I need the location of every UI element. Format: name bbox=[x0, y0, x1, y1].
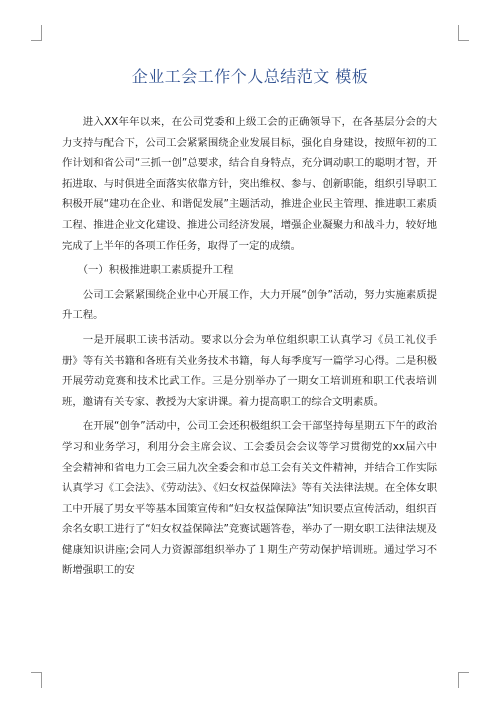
crop-mark-top-right bbox=[458, 25, 469, 41]
document-title: 企业工会工作个人总结范文 模板 bbox=[131, 67, 369, 86]
section-heading: （一）积极推进职工素质提升工程 bbox=[77, 264, 234, 277]
crop-mark-top-left bbox=[31, 25, 42, 41]
document-body bbox=[62, 112, 437, 585]
paragraph-study: 在开展“创争”活动中，公司工会还积极组织工会干部坚持每星期五下午的政治学习和业务学习，利用分会主席会议、工会委员会会议等学习贯彻党的xx届六中全会精神和省电力工会三届九次全委会和市总工会有关文件精神，并结合工作实际认真学习《工会法》、《劳动法》、《妇女权益保障法》等有关法律法规。在全体女职工中开展了男女平等基本国策宣传和“妇女权益保障法”知识要点宣传活动，组织百余名女职工进行了“妇女权益保障法”竞赛试题答卷，举办了一期女职工法律法规及健康知识讲座;会同人力资源部组织举办了１期生产劳动保护培训班。通过学习不断增强职工的安 bbox=[62, 420, 437, 577]
paragraph-section-intro: 公司工会紧紧围绕企业中心开展工作，大力开展“创争”活动，努力实施素质提升工程。 bbox=[62, 288, 437, 322]
paragraph-activities: 一是开展职工读书活动。要求以分会为单位组织职工认真学习《员工礼仪手册》等有关书籍和各班有关业务技术书籍，每人每季度写一篇学习心得。二是积极开展劳动竞赛和技术比武工作。三是分别举办了一期女工培训班和职工代表培训班，邀请有关专家、教授为大家讲课。着力提高职工的综合文明素质。 bbox=[62, 333, 437, 408]
crop-mark-bottom-left bbox=[31, 672, 42, 688]
crop-mark-bottom-right bbox=[458, 672, 469, 688]
paragraph-intro: 进入XX年年以来，在公司党委和上级工会的正确领导下，在各基层分会的大力支持与配合下，公司工会紧紧围绕企业发展目标，强化自身建设，按照年初的工作计划和省公司“三抓一创”总要求，结合自身特点，充分调动职工的聪明才智，开拓进取、与时俱进全面落实依靠方针，突出维权、参与、创新职能，组织引导职工积极开展“建功在企业、和谐促发展”主题活动，推进企业民主管理、推进职工素质工程、推进企业文化建设、推进公司经济发展，增强企业凝聚力和战斗力，较好地完成了上半年的各项工作任务，取得了一定的成绩。 bbox=[62, 116, 437, 252]
